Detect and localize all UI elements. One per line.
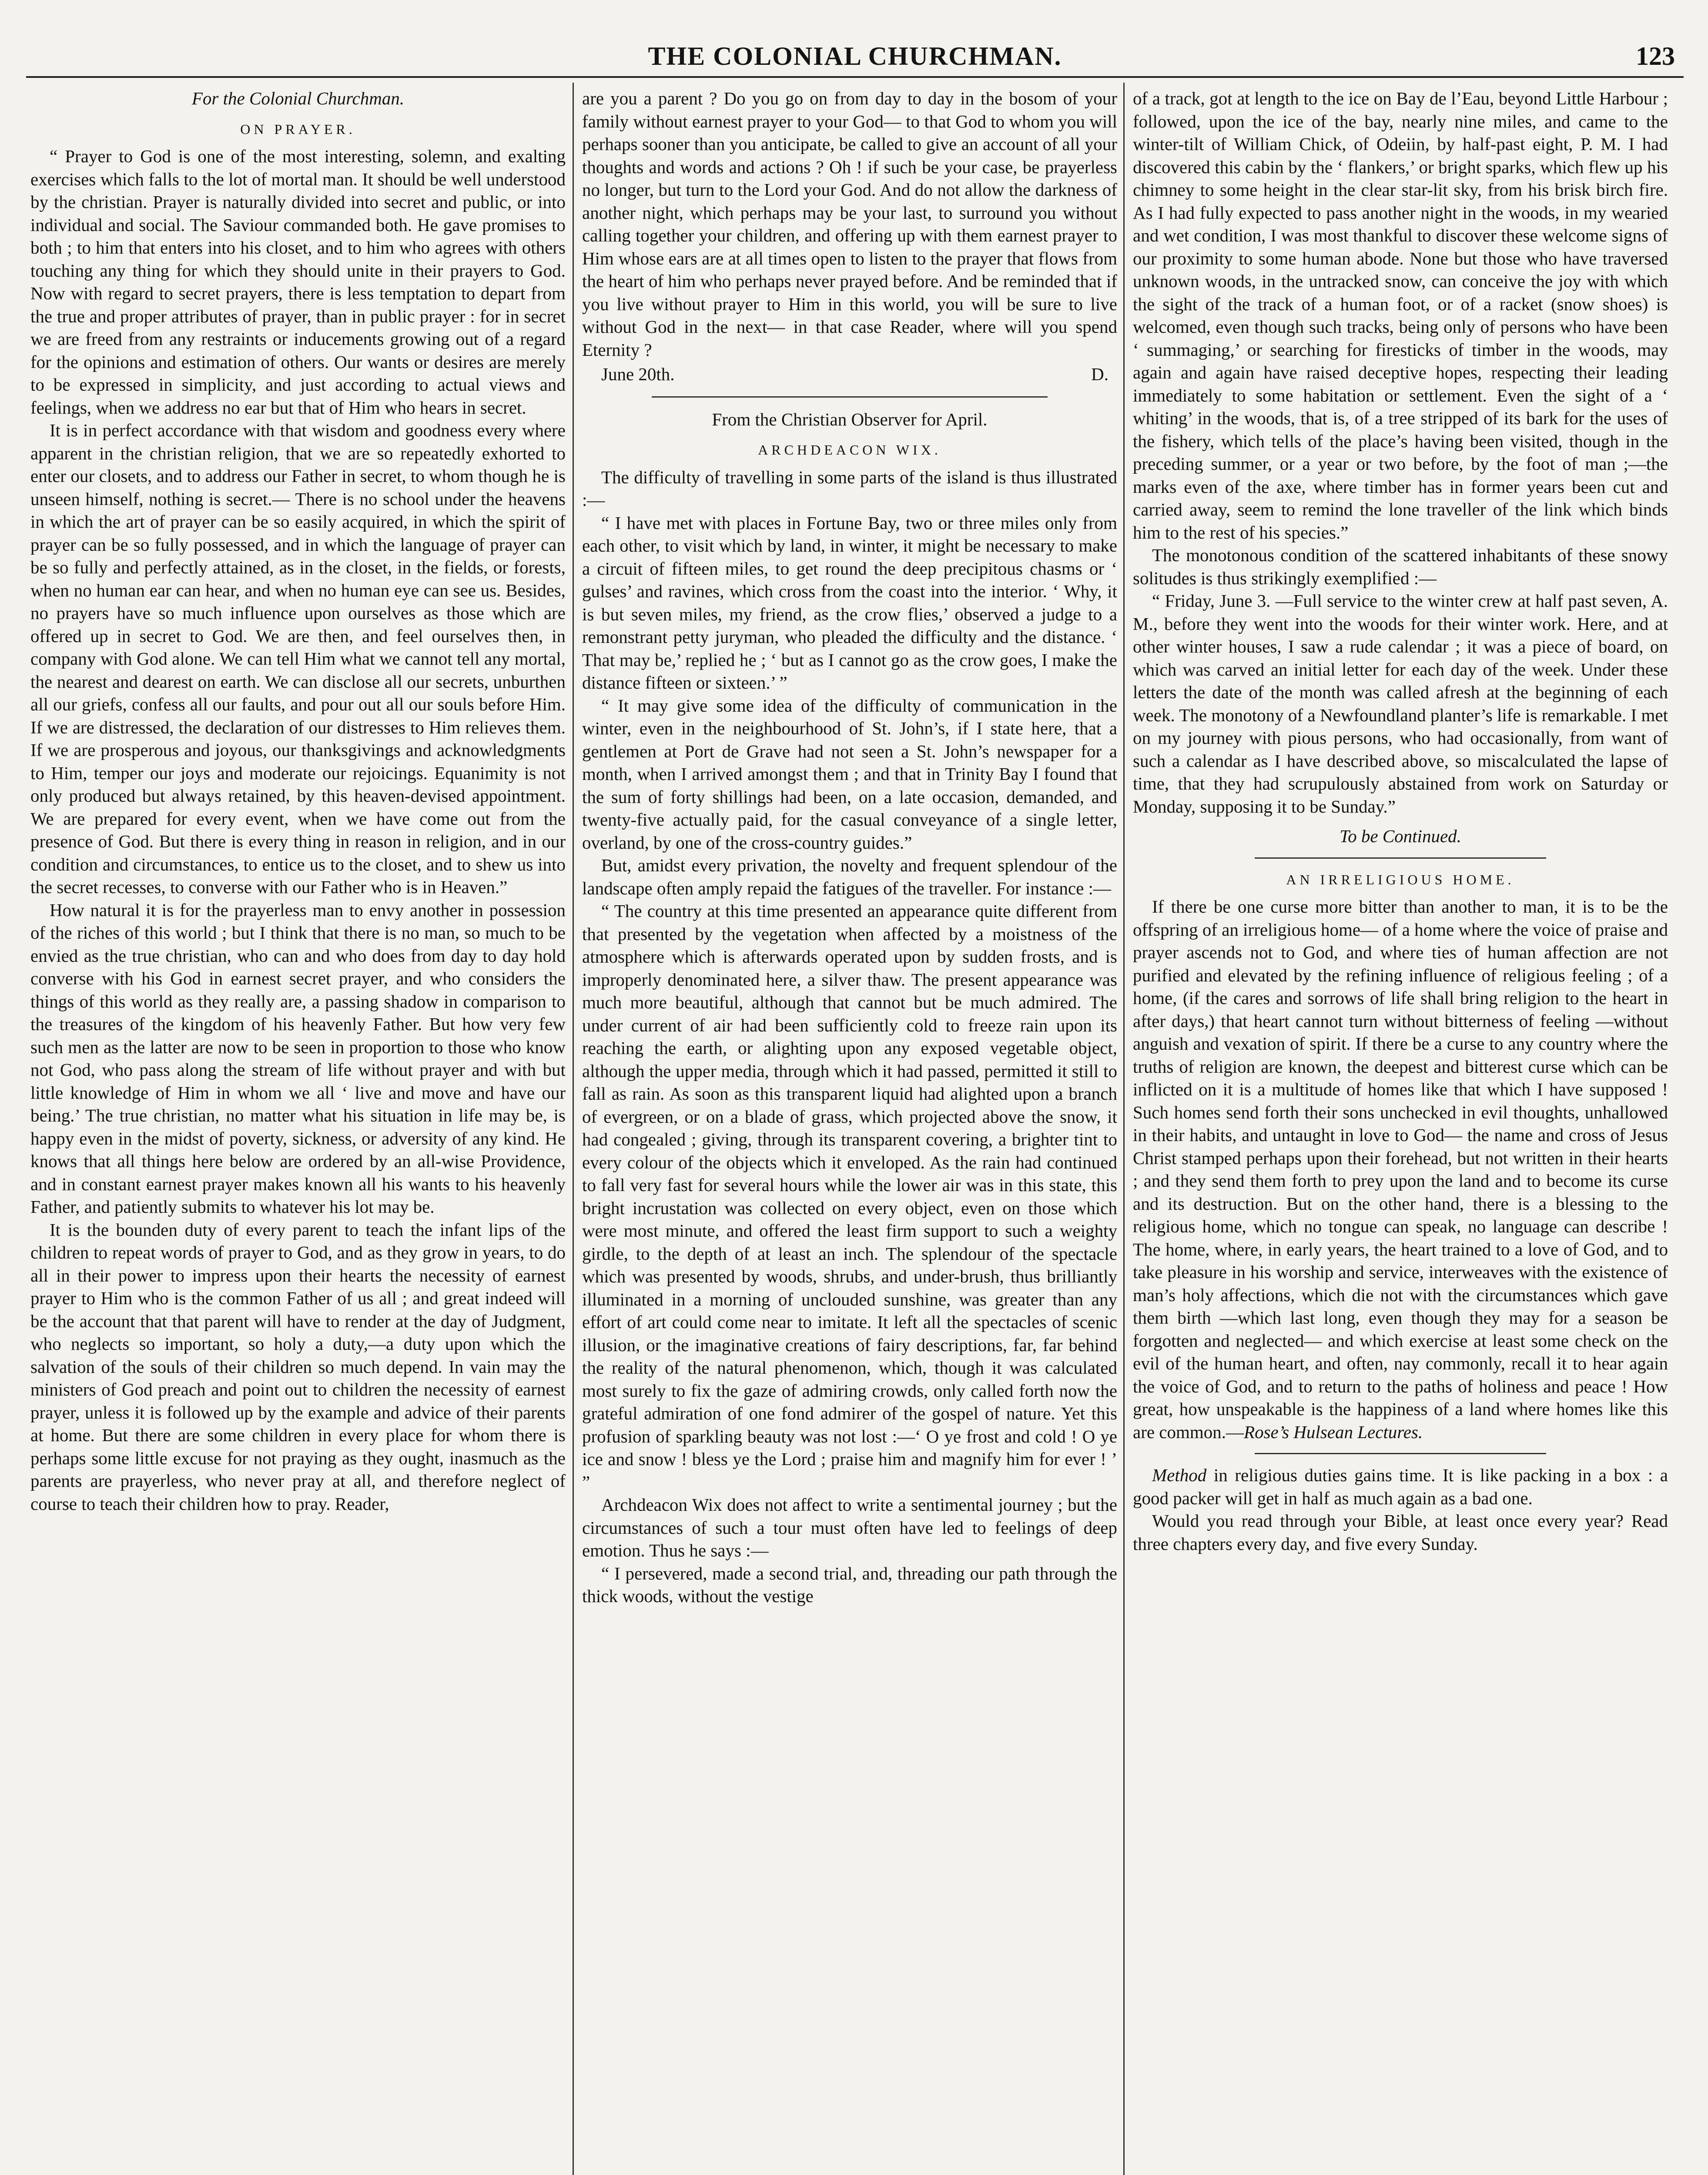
paragraph: are you a parent ? Do you go on from day to day in the bosom of your family without earnest prayer to your God— to that God to whom you will perhaps sooner than you anticipate, be called to give an account of all your thoughts and words and actions ? Oh ! if such be your case, be prayerless no longer, but turn to the Lord your God. And do not allow the darkness of another night, which perhaps may be your last, to surround you without calling together your children, and offering up with them earnest prayer to Him whose ears are at all times open to listen to the prayer that flows from the heart of him who perhaps never prayed before. And be reminded that if you live without prayer to Him in this world, you will be sure to live without God in the next— in that case Reader, where will you spend Eternity ?: [582, 88, 1117, 360]
paragraph: “ The country at this time presented an appearance quite different from that presented by the vegetation when affected by a moistness of the atmosphere which is afterwards operated upon by sudden frosts, and is improperly denominated here, a silver thaw. The present appearance was much more beautiful, although that cannot but be much admired. The under current of air had been sufficiently cold to freeze rain upon its reaching the earth, or alighting upon any exposed vegetable object, although the upper media, through which it had passed, permitted it still to fall as rain. As soon as this transparent liquid had alighted upon a branch of evergreen, or on a blade of grass, which projected above the snow, it had congealed ; giving, through its transparent covering, a brighter tint to every colour of the objects which it enveloped. As the rain had continued to fall very fast for several hours while the lower air was in this state, this bright incrustation was collected on every object, even on those which were most minute, and offered the least firm support to such a weighty girdle, to the depth of at least an inch. The splendour of the spectacle which was presented by woods, shrubs, and under-brush, thus brilliantly illuminated in a morning of unclouded sunshine, was greater than any effort of art could come near to imitate. It left all the spectacles of scenic illusion, or the imaginative creations of fairy descriptions, far, far behind the reality of the natural phenomenon, which, though it was calculated most surely to fix the gaze of admiring crowds, only called forth now the grateful admiration of one fond admirer of the gospel of nature. Yet this profusion of sparkling beauty was not lost :—‘ O ye frost and cold ! O ye ice and snow ! bless ye the Lord ; praise him and magnify him for ever ! ’ ”: [582, 901, 1117, 1492]
article-heading-archdeacon-wix: ARCHDEACON WIX.: [758, 442, 941, 458]
section-divider: [652, 396, 1048, 398]
article-source: From the Christian Observer for April.: [712, 409, 988, 429]
section-divider: [1255, 1453, 1546, 1454]
paragraph: The difficulty of travelling in some parts of the island is thus illustrated :—: [582, 467, 1117, 510]
paragraph: [1133, 1464, 1668, 1509]
paragraph: Archdeacon Wix does not affect to write a sentimental journey ; but the circumstances of such a tour must often have led to feelings of deep emotion. Thus he says :—: [582, 1495, 1117, 1560]
paragraph-text: If there be one curse more bitter than another to man, it is to be the offspring of an irreligious home— of a home where the voice of praise and prayer ascends not to God, and where ties of human affection are not purified and elevated by the refining influence of religious feeling ; of a home, (if the cares and sorrows of life shall bring religion to the heart in after days,) that heart cannot turn without bitterness of feeling —without anguish and vexation of spirit. If there be a curse to any country where the truths of religion are known, the deepest and bitterest curse which can be inflicted on it is a multitude of homes like that which I have supposed ! Such homes send forth their sons unchecked in evil thoughts, unhallowed in their habits, and untaught in love to God— the name and cross of Jesus Christ stamped perhaps upon their forehead, but not written in their hearts ; and they send them forth to prey upon the land and to become its curse and its destruction. But on the other hand, there is a blessing to the religious home, which no tongue can speak, no language can describe ! The home, where, in early years, the heart trained to a love of God, and to take pleasure in his worship and service, interweaves with the existence of man’s holy affections, which die not with the circumstances which gave them birth —which last long, even though they may for a season be forgotten and neglected— and which exercise at least some check on the evil of the human heart, and often, nay commonly, recall it to hear again the voice of God, and to return to the paths of holiness and peace ! How great, how unspeakable is the happiness of a land where homes like this are common.—: [1133, 897, 1668, 1442]
signoff-date: June 20th.: [601, 364, 675, 384]
page-number: 123: [1636, 42, 1675, 70]
column-2: [582, 87, 1117, 2175]
article-credit: For the Colonial Churchman.: [191, 88, 405, 108]
column-1: [30, 87, 566, 2175]
paragraph: of a track, got at length to the ice on Bay de l’Eau, beyond Little Harbour ; followed, upon the ice of the bay, nearly nine miles, and came to the winter-tilt of William Chick, of Odeiin, by half-past eight, P. M. I had discovered this cabin by the ‘ flankers,’ or bright sparks, which flew up his chimney to some height in the clear star-lit sky, from his brisk birch fire. As I had fully expected to pass another night in the woods, in my wearied and wet condition, I was most thankful to discover these welcome signs of our proximity to some human abode. None but those who have traversed unknown woods, in the untracked snow, can conceive the joy with which the sight of the track of a human foot, or of a racket (snow shoes) is welcomed, even though such tracks, being only of persons who have been ‘ summaging,’ or searching for firesticks of timber in the woods, may again and again have raised deceptive hopes, respecting their leading immediately to some habitation or settlement. Even the sight of a ‘ whiting’ in the woods, that is, of a tree stripped of its bark for the uses of the fishery, which tells of the place’s having been visited, though in the preceding summer, or a year or two before, by the foot of man ;—the marks even of the axe, where timber has in former years been cut and carried away, seem to remind the lone traveller of the link which binds him to the rest of his species.”: [1133, 88, 1668, 542]
paragraph: It is in perfect accordance with that wisdom and goodness every where apparent in the christian religion, that we are so repeatedly exhorted to enter our closets, and to address our Father in secret, to whom though he is unseen himself, nothing is secret.— There is no school under the heavens in which the art of prayer can be so easily acquired, in which the spirit of prayer can be so fully possessed, and in which the language of prayer can be so fully and perfectly attained, as in the closet, in the fields, or forests, when no human ear can hear, and when no human eye can see us. Besides, no prayers have so much influence upon ourselves as those which are offered up in secret to God. We are then, and feel ourselves then, in company with God alone. We can tell Him what we cannot tell any mortal, the nearest and dearest on earth. We can disclose all our secrets, unburthen all our griefs, confess all our faults, and pour out all our souls before Him. If we are distressed, the declaration of our distresses to Him relieves them. If we are prosperous and joyous, our thanksgivings and acknowledgments to Him, temper our joys and moderate our rejoicings. Equanimity is not only produced but always retained, by this heaven-devised appointment. We are prepared for every event, when we have come out from the presence of God. But there is every thing in reason in religion, and in our condition and circumstances, to entice us to the closet, and to shew us into the secret recesses, to converse with our Father who is in Heaven.”: [30, 420, 566, 897]
column-3: [1133, 87, 1668, 2175]
signoff-initial: D.: [1091, 364, 1109, 384]
section-divider: [1255, 857, 1546, 859]
column-rule-2: [1123, 83, 1125, 2175]
to-be-continued: To be Continued.: [1340, 826, 1461, 846]
paragraph: It is the bounden duty of every parent to teach the infant lips of the children to repeat words of prayer to God, and as they grow in years, to do all in their power to impress upon their hearts the necessity of earnest prayer to Him who is the common Father of us all ; and great indeed will be the account that that parent will have to render at the day of Judgment, who neglects so important, so holy a duty,—a duty upon which the salvation of the souls of their children so much depend. In vain may the ministers of God preach and point out to children the necessity of earnest prayer, unless it is followed up by the example and advice of their parents at home. But there are some children in every place for whom there is perhaps some little excuse for not praying as they ought, inasmuch as the parents are prayerless, who never pray at all, and therefore neglect of course to teach their children how to pray. Reader,: [30, 1219, 566, 1514]
column-rule-1: [573, 83, 574, 2175]
paragraph: The monotonous condition of the scattered inhabitants of these snowy solitudes is thus strikingly exemplified :—: [1133, 545, 1668, 588]
paragraph: “ Friday, June 3. —Full service to the winter crew at half past seven, A. M., before they went into the woods for their winter work. Here, and at other winter houses, I saw a rude calendar ; it was a piece of board, on which was carved an initial letter for each day of the week. Under these letters the date of the month was called afresh at the beginning of each week. The monotony of a Newfoundland planter’s life is remarkable. I met on my journey with pious persons, who had occasionally, from want of such a calendar as I have described above, so miscalculated the lapse of time, that they had scrupulously abstained from work on Saturday or Monday, supposing it to be Sunday.”: [1133, 591, 1668, 816]
paragraph-text: in religious duties gains time. It is like packing in a box : a good packer will get in half as much again as a bad one.: [1133, 1465, 1668, 1508]
article-signoff: [582, 363, 1117, 386]
paragraph: How natural it is for the prayerless man to envy another in possession of the riches of this world ; but I think that there is no man, so much to be envied as the true christian, who can and who does from day to day hold converse with his God in earnest secret prayer, and who considers the things of this world as they really are, a passing shadow in comparison to the treasures of the kingdom of his heavenly Father. But how very few such men as the latter are now to be seen in proportion to those who know not God, who pass along the stream of life without prayer and with but little knowledge of Him in whom we all ‘ live and move and have our being.’ The true christian, no matter what his situation in life may be, is happy even in the midst of poverty, sickness, or adversity of any kind. He knows that all things here below are ordered by an all-wise Providence, and in constant earnest prayer makes known all his wants to his heavenly Father, and patiently submits to whatever his lot may be.: [30, 900, 566, 1217]
paragraph: “ Prayer to God is one of the most interesting, solemn, and exalting exercises which falls to the lot of mortal man. It should be well understood by the christian. Prayer is naturally divided into secret and public, or into individual and social. The Saviour commanded both. He gave promises to both ; to him that enters into his closet, and to him who agrees with others touching any thing for which they should unite in their prayers to God. Now with regard to secret prayers, there is less temptation to depart from the true and proper attributes of prayer, than in public prayer : for in secret we are freed from any restraints or inducements growing out of a regard for the opinions and estimation of others. Our wants or desires are merely to be expressed in simplicity, and just according to actual views and feelings, when we address no ear but that of Him who hears in secret.: [30, 146, 566, 418]
paragraph: [1133, 895, 1668, 1443]
paragraph: “ It may give some idea of the difficulty of communication in the winter, even in the neighbourhood of St. John’s, if I state here, that a gentlemen at Port de Grave had not seen a St. John’s newspaper for a month, when I arrived amongst them ; and that in Trinity Bay I found that the sum of forty shillings had been, on a late occasion, demanded, and twenty-five actually paid, for the casual conveyance of a single letter, overland, by one of the cross-country guides.”: [582, 695, 1117, 853]
paragraph: “ I persevered, made a second trial, and, threading our path through the thick woods, without the vestige: [582, 1563, 1117, 1606]
article-heading-on-prayer: ON PRAYER.: [240, 121, 356, 137]
newspaper-title: THE COLONIAL CHURCHMAN.: [648, 42, 1062, 70]
lead-word: Method: [1152, 1465, 1207, 1485]
citation: Rose’s Hulsean Lectures.: [1244, 1422, 1423, 1442]
article-heading-irreligious-home: AN IRRELIGIOUS HOME.: [1286, 871, 1515, 887]
masthead-rule: [26, 76, 1684, 78]
paragraph: Would you read through your Bible, at least once every year? Read three chapters every day, and five every Sunday.: [1133, 1511, 1668, 1554]
paragraph: But, amidst every privation, the novelty and frequent splendour of the landscape often amply repaid the fatigues of the traveller. For instance :—: [582, 855, 1117, 898]
masthead: [26, 41, 1684, 80]
paragraph: “ I have met with places in Fortune Bay, two or three miles only from each other, to visit which by land, in winter, it might be necessary to make a circuit of fifteen miles, to get round the deep precipitous chasms or ‘ gulses’ and ravines, which cross from the coast into the interior. ‘ Why, it is but seven miles, my friend, as the crow flies,’ observed a judge to a remonstrant petty juryman, who pleaded the difficulty and the distance. ‘ That may be,’ replied he ; ‘ but as I cannot go as the crow goes, I make the distance fifteen or sixteen.’ ”: [582, 512, 1117, 693]
